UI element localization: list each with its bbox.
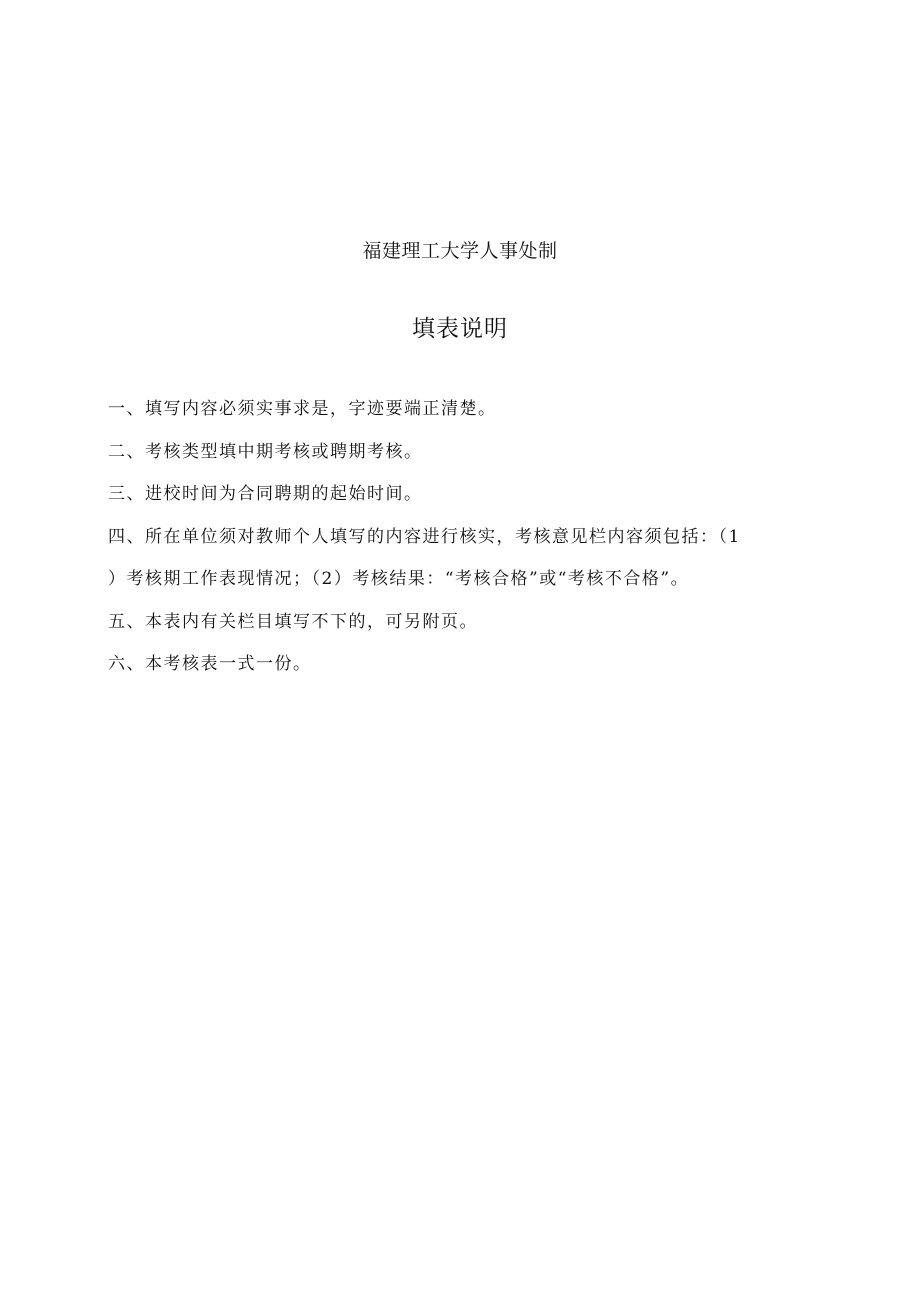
instruction-item-3: 三、进校时间为合同聘期的起始时间。 [108,484,423,504]
document-title: 填表说明 [412,316,508,342]
instruction-item-1: 一、填写内容必须实事求是，字迹要端正清楚。 [108,399,497,419]
instruction-item-5: 五、本表内有关栏目填写不下的，可另附页。 [108,611,478,632]
instruction-item-2: 二、考核类型填中期考核或聘期考核。 [108,441,423,462]
instruction-item-4: 四、所在单位须对教师个人填写的内容进行核实，考核意见栏内容须包括：（1 [108,526,741,547]
issuing-organization: 福建理工大学人事处制 [362,240,558,262]
instructions-list [108,388,808,686]
instruction-item-6: 六、本考核表一式一份。 [108,654,312,674]
instruction-item-4-continued: ）考核期工作表现情况；（2）考核结果：“考核合格”或“考核不合格”。 [108,569,690,589]
